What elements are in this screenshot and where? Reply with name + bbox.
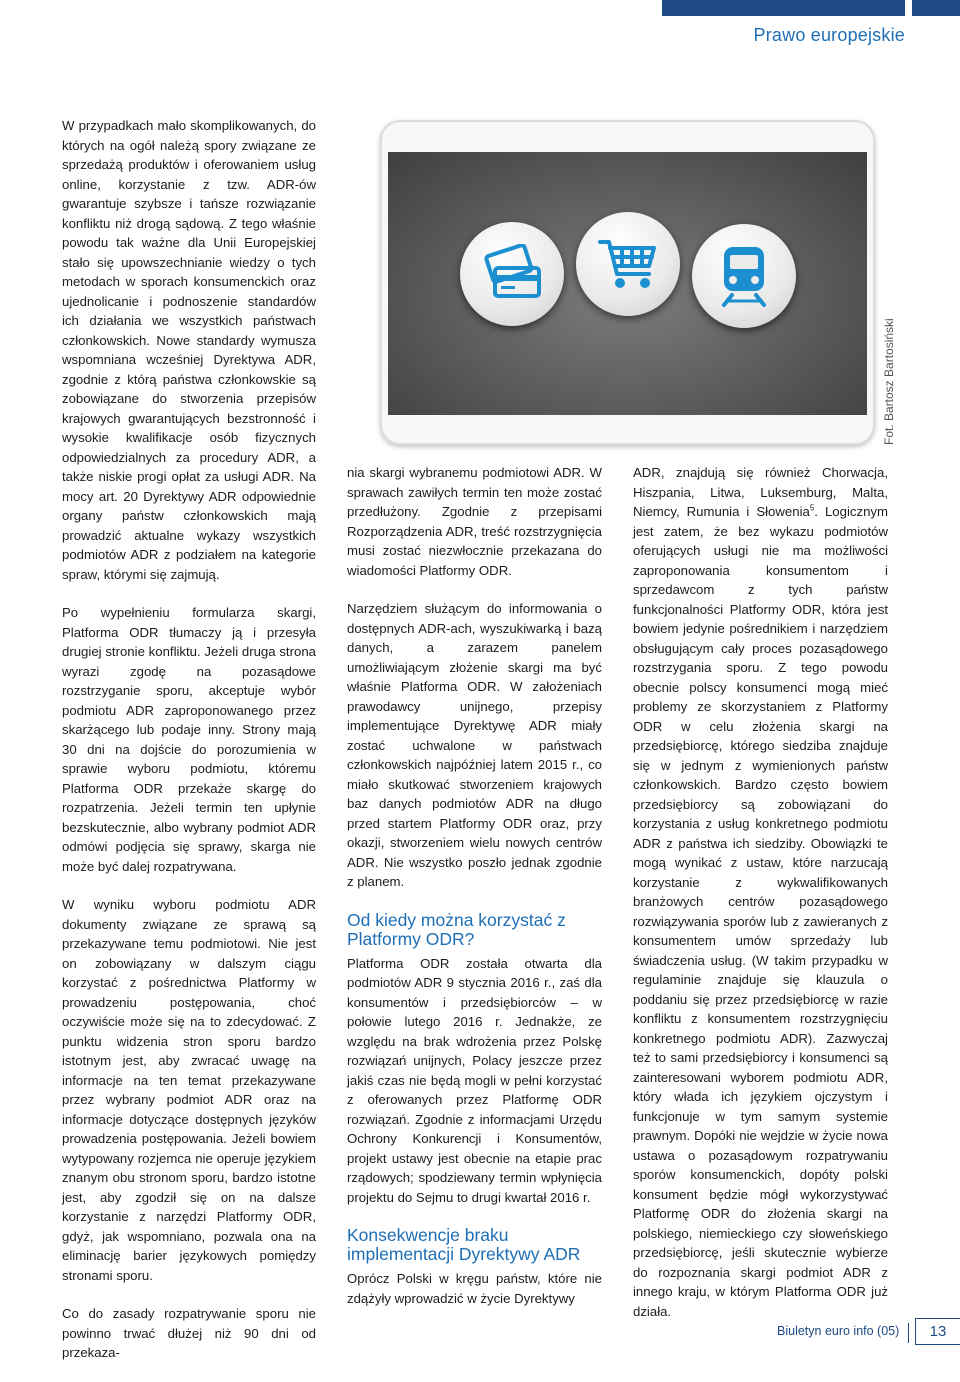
- paragraph-text: ADR, znajdują się również Chorwacja, Hiszpania, Litwa, Luksemburg, Malta, Niemcy, Rumunia i Słowenia: [633, 465, 888, 519]
- shopping-cart-icon: [596, 234, 660, 294]
- page-number: 13: [915, 1318, 960, 1345]
- text-column-3: [633, 463, 888, 1340]
- paragraph: Narzędziem służącym do informowania o dostępnych ADR-ach, wyszukiwarką i bazą danych, a zarazem panelem umożliwiającym złożenie skargi ma być właśnie Platforma ODR. W założeniach prawodawcy unijnego, przepisy implementujące Dyrektywę ADR miały zostać uchwalone w państwach członkowskich najpóźniej latem 2015 r., co miało skutkować stworzeniem krajowych baz danych podmiotów ADR na długo przed startem Platformy ODR oraz, przy okazji, stworzeniem wielu nowych centrów ADR. Nie wszystko poszło jednak zgodnie z planem.: [347, 601, 602, 889]
- tablet-screen: [388, 152, 867, 415]
- footer-divider: [908, 1323, 909, 1343]
- paragraph: Oprócz Polski w kręgu państw, które nie zdążyły wprowadzić w życie Dyrektywy: [347, 1271, 602, 1306]
- paragraph: W przypadkach mało skomplikowanych, do których na ogół należą spory związane ze sprzedażą produktów i oferowaniem usług online, korzystanie z tzw. ADR-ów gwarantuje szybsze i tańsze rozwiązanie konfliktu niż drogą sądową. Z tego właśnie powodu tak ważne dla Unii Europejskiej stało się upowszechnianie wiedzy o tych metodach w sporach konsumenckich oraz ujednolicanie i podnoszenie standardów ich działania we wszystkich państwach członkowskich. Nowe standardy wymusza wspomniana wcześniej Dyrektywa ADR, zgodnie z którą państwa członkowskie są zobowiązane do stworzenia przepisów krajowych gwarantujących bezstronność i wysokie kwalifikacje osób fizycznych odpowiedzialnych za procedury ADR, a także niskie progi opłat za usługi ADR. Na mocy art. 20 Dyrektywy ADR odpowiednie organy państw członkowskich mają prowadzić aktualne wykazy wszystkich podmiotów ADR z podziałem na kategorie spraw, którymi się zajmują.: [62, 118, 316, 582]
- text-column-2: [347, 463, 602, 1327]
- header-accent-bar: [662, 0, 905, 16]
- photo-credit: Fot. Bartosz Bartosiński: [882, 318, 896, 445]
- credit-card-button: [460, 222, 564, 326]
- train-icon: [716, 243, 772, 309]
- credit-card-icon: [479, 244, 545, 304]
- footnote-ref[interactable]: 5: [809, 503, 815, 513]
- paragraph: Co do zasady rozpatrywanie sporu nie powinno trwać dłużej niż 90 dni od przekaza-: [62, 1306, 316, 1360]
- tablet-illustration: [380, 120, 875, 445]
- header-accent-bar-end: [912, 0, 960, 16]
- publication-name: Biuletyn euro info (05): [777, 1324, 900, 1338]
- paragraph: W wyniku wyboru podmiotu ADR dokumenty związane ze sprawą są przekazywane temu podmiotowi. Nie jest on zobowiązany w dalszym ciągu korzystać z pośrednictwa Platformy w prowadzeniu postępowania, choć oczywiście może się na to zdecydować. Z punktu widzenia stron sporu bardzo istotnym jest, aby zwracać uwagę na informacje na ten temat przekazywane przez wybrany podmiot ADR oraz na informacje dotyczące dostępnych języków prowadzenia postępowania. Jeżeli bowiem wytypowany rozjemca nie operuje językiem znanym obu stronom sporu, bardzo istotne jest, aby zgodził się on na dalsze korzystanie z narzędzi Platformy ODR, gdyż, jak wspomniano, pozwala ona na eliminację barier językowych pomiędzy stronami sporu.: [62, 897, 316, 1283]
- paragraph: Platforma ODR została otwarta dla podmiotów ADR 9 stycznia 2016 r., zaś dla konsumentów i przedsiębiorców – w połowie lutego 2016 r. Jednakże, ze względu na brak wdrożenia przez Polskę rozwiązań unijnych, Polacy jeszcze przez jakiś czas nie będą mogli w pełni korzystać z oferowanych przez Platformę ODR rozwiązań. Zgodnie z informacjami Urzędu Ochrony Konkurencji i Konsumentów, projekt ustawy jest obecnie na etapie prac rządowych; spodziewany termin wpłynięcia projektu do Sejmu to drugi kwartał 2016 r.: [347, 955, 602, 1205]
- text-column-1: [62, 116, 316, 1382]
- paragraph-text: . Logicznym jest zatem, że bez wykazu podmiotów oferujących usługi nie ma możliwości zaproponowania konsumentom i sprzedawcom z tych państw funkcjonalności Platformy ODR, która jest bowiem jedynie pośrednikiem i narzędziem obsługującym cały proces pozasądowego rozstrzygania sporu. Z tego powodu obecnie polscy konsumenci mogą mieć problemy ze skorzystaniem z Platformy ODR w celu złożenia skargi na przedsiębiorcę, którego siedziba znajduje się w jednym z wymienionych państw członkowskich. Bardzo często bowiem przedsiębiorcy są zobowiązani do korzystania z usług konkretnego podmiotu ADR z państwa ich siedziby. Obowiązki te mogą wynikać z ustaw, które narzucają korzystanie z wykwalifikowanych branżowych centrów pozasądowego rozwiązywania sporów lub z zawieranych z konsumentem umów sprzedaży lub świadczenia usług. (W takim przypadku w regulaminie znajduje się klauzula o poddaniu się przez przedsiębiorcę w razie konfliktu z konsumentem rozstrzygnięciu konkretnego podmiotu ADR). Zazwyczaj też to sami przedsiębiorcy i konsumenci są zainteresowani wyborem podmiotu ADR, który włada ich językiem ojczystym i funkcjonuje w tym samym systemie prawnym. Dopóki nie wejdzie w życie nowa ustawa o pozasądowym rozpatrywaniu sporów konsumenckich, dopóty polski konsument będzie mógł wykorzystywać Platformę ODR do złożenia skargi na polskiego, niemieckiego czy słoweńskiego przedsiębiorcę, jeśli skutecznie wybierze do rozpoznania skargi podmiot ADR z innego kraju, w którym Platforma ODR już działa.: [633, 504, 888, 1319]
- shopping-cart-button: [576, 212, 680, 316]
- section-title: Prawo europejskie: [753, 25, 905, 45]
- paragraph: [633, 463, 888, 1321]
- subheading: Od kiedy można korzystać z Platformy ODR?: [347, 909, 566, 949]
- paragraph: Po wypełnieniu formularza skargi, Platforma ODR tłumaczy ją i przesyła drugiej stronie konfliktu. Jeżeli druga strona wyrazi zgodę na pozasądowe rozstrzyganie sporu, akceptuje wybór podmiotu ADR zaproponowanego przez skarżącego lub podaje inny. Strony mają 30 dni na dojście do porozumienia w sprawie wyboru podmiotu, któremu Platforma ODR przekaże skargę do rozpatrzenia. Jeżeli termin ten upłynie bezskutecznie, albo wybrany podmiot ADR odmówi podjęcia się sprawy, skarga nie może być dalej rozpatrywana.: [62, 605, 316, 874]
- subheading: Konsekwencje braku implementacji Dyrektywy ADR: [347, 1225, 581, 1264]
- train-button: [692, 224, 796, 328]
- paragraph: nia skargi wybranemu podmiotowi ADR. W sprawach zawiłych termin ten może zostać przedłużony. Zgodnie z przepisami Rozporządzenia ADR, treść rozstrzygnięcia musi zostać niezwłocznie przekazana do wiadomości Platformy ODR.: [347, 465, 602, 578]
- tablet-frame: [380, 120, 875, 445]
